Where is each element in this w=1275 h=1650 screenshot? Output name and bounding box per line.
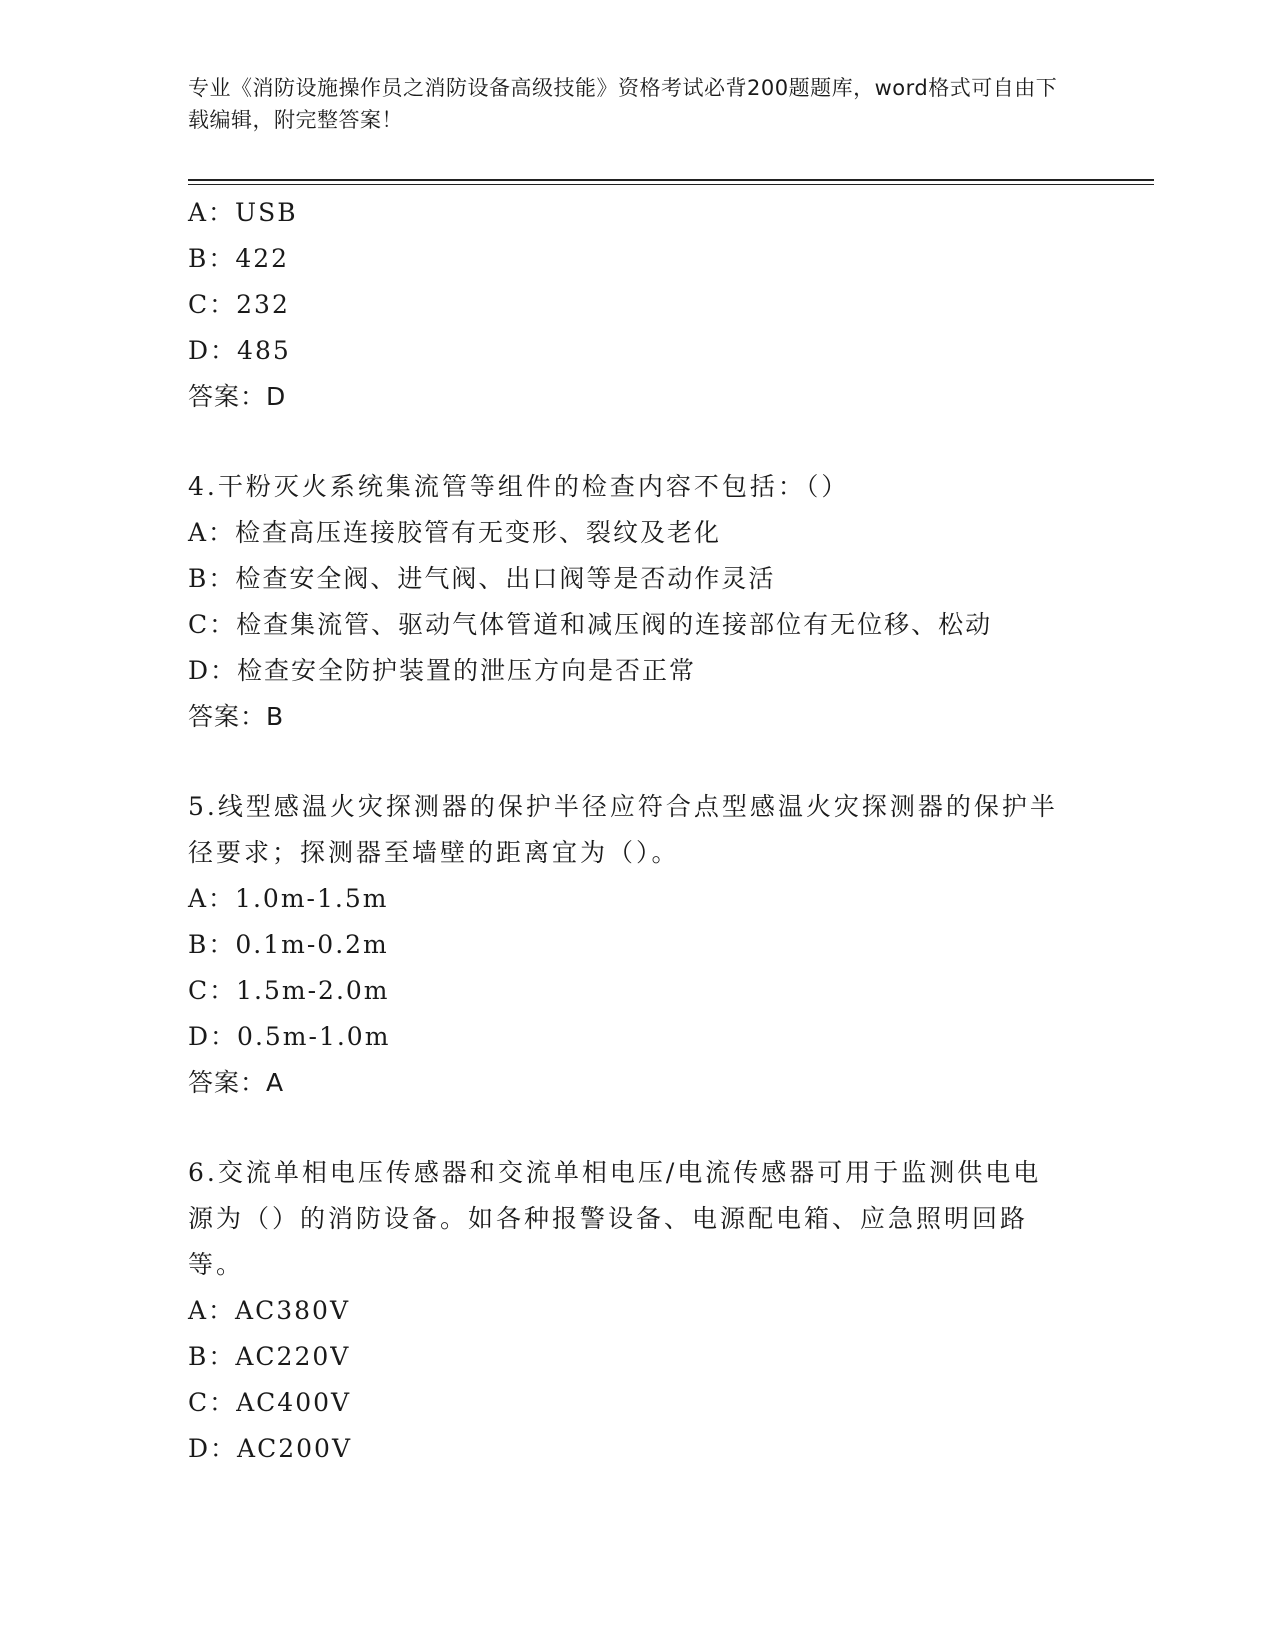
option-b: B：422 [188,244,290,273]
option-d: D：0.5m-1.0m [188,1022,391,1051]
question-list [188,190,1088,1472]
option-c: C：232 [188,290,290,319]
option-d: D：AC200V [188,1434,352,1463]
question-5 [188,784,1088,1106]
option-c: C：AC400V [188,1388,352,1417]
question-text: 4.干粉灭火系统集流管等组件的检查内容不包括：（） [188,472,850,501]
option-d: D：检查安全防护装置的泄压方向是否正常 [188,656,697,685]
option-b: B：0.1m-0.2m [188,930,389,959]
question-4 [188,464,1088,740]
document-header: 专业《消防设施操作员之消防设备高级技能》资格考试必背200题题库，word格式可自由下载编辑，附完整答案！ [188,76,1058,132]
option-a: A：AC380V [188,1296,351,1325]
option-b: B：AC220V [188,1342,351,1371]
header-rule-thick [188,179,1154,181]
option-d: D：485 [188,336,291,365]
option-c: C：1.5m-2.0m [188,976,390,1005]
question-text: 5.线型感温火灾探测器的保护半径应符合点型感温火灾探测器的保护半径要求；探测器至墙壁的距离宜为（）。 [188,792,1058,867]
question-text: 6.交流单相电压传感器和交流单相电压/电流传感器可用于监测供电电源为（）的消防设备。如各种报警设备、电源配电箱、应急照明回路等。 [188,1158,1042,1279]
answer-line: 答案：A [188,1068,285,1097]
answer-line: 答案：B [188,702,285,731]
option-a: A：USB [188,198,298,227]
header-rule-thin [188,184,1154,185]
option-a: A：检查高压连接胶管有无变形、裂纹及老化 [188,518,722,547]
option-c: C：检查集流管、驱动气体管道和减压阀的连接部位有无位移、松动 [188,610,993,639]
question-6 [188,1150,1088,1472]
answer-line: 答案：D [188,382,287,411]
option-b: B：检查安全阀、进气阀、出口阀等是否动作灵活 [188,564,776,593]
question-3 [188,190,1088,420]
option-a: A：1.0m-1.5m [188,884,389,913]
